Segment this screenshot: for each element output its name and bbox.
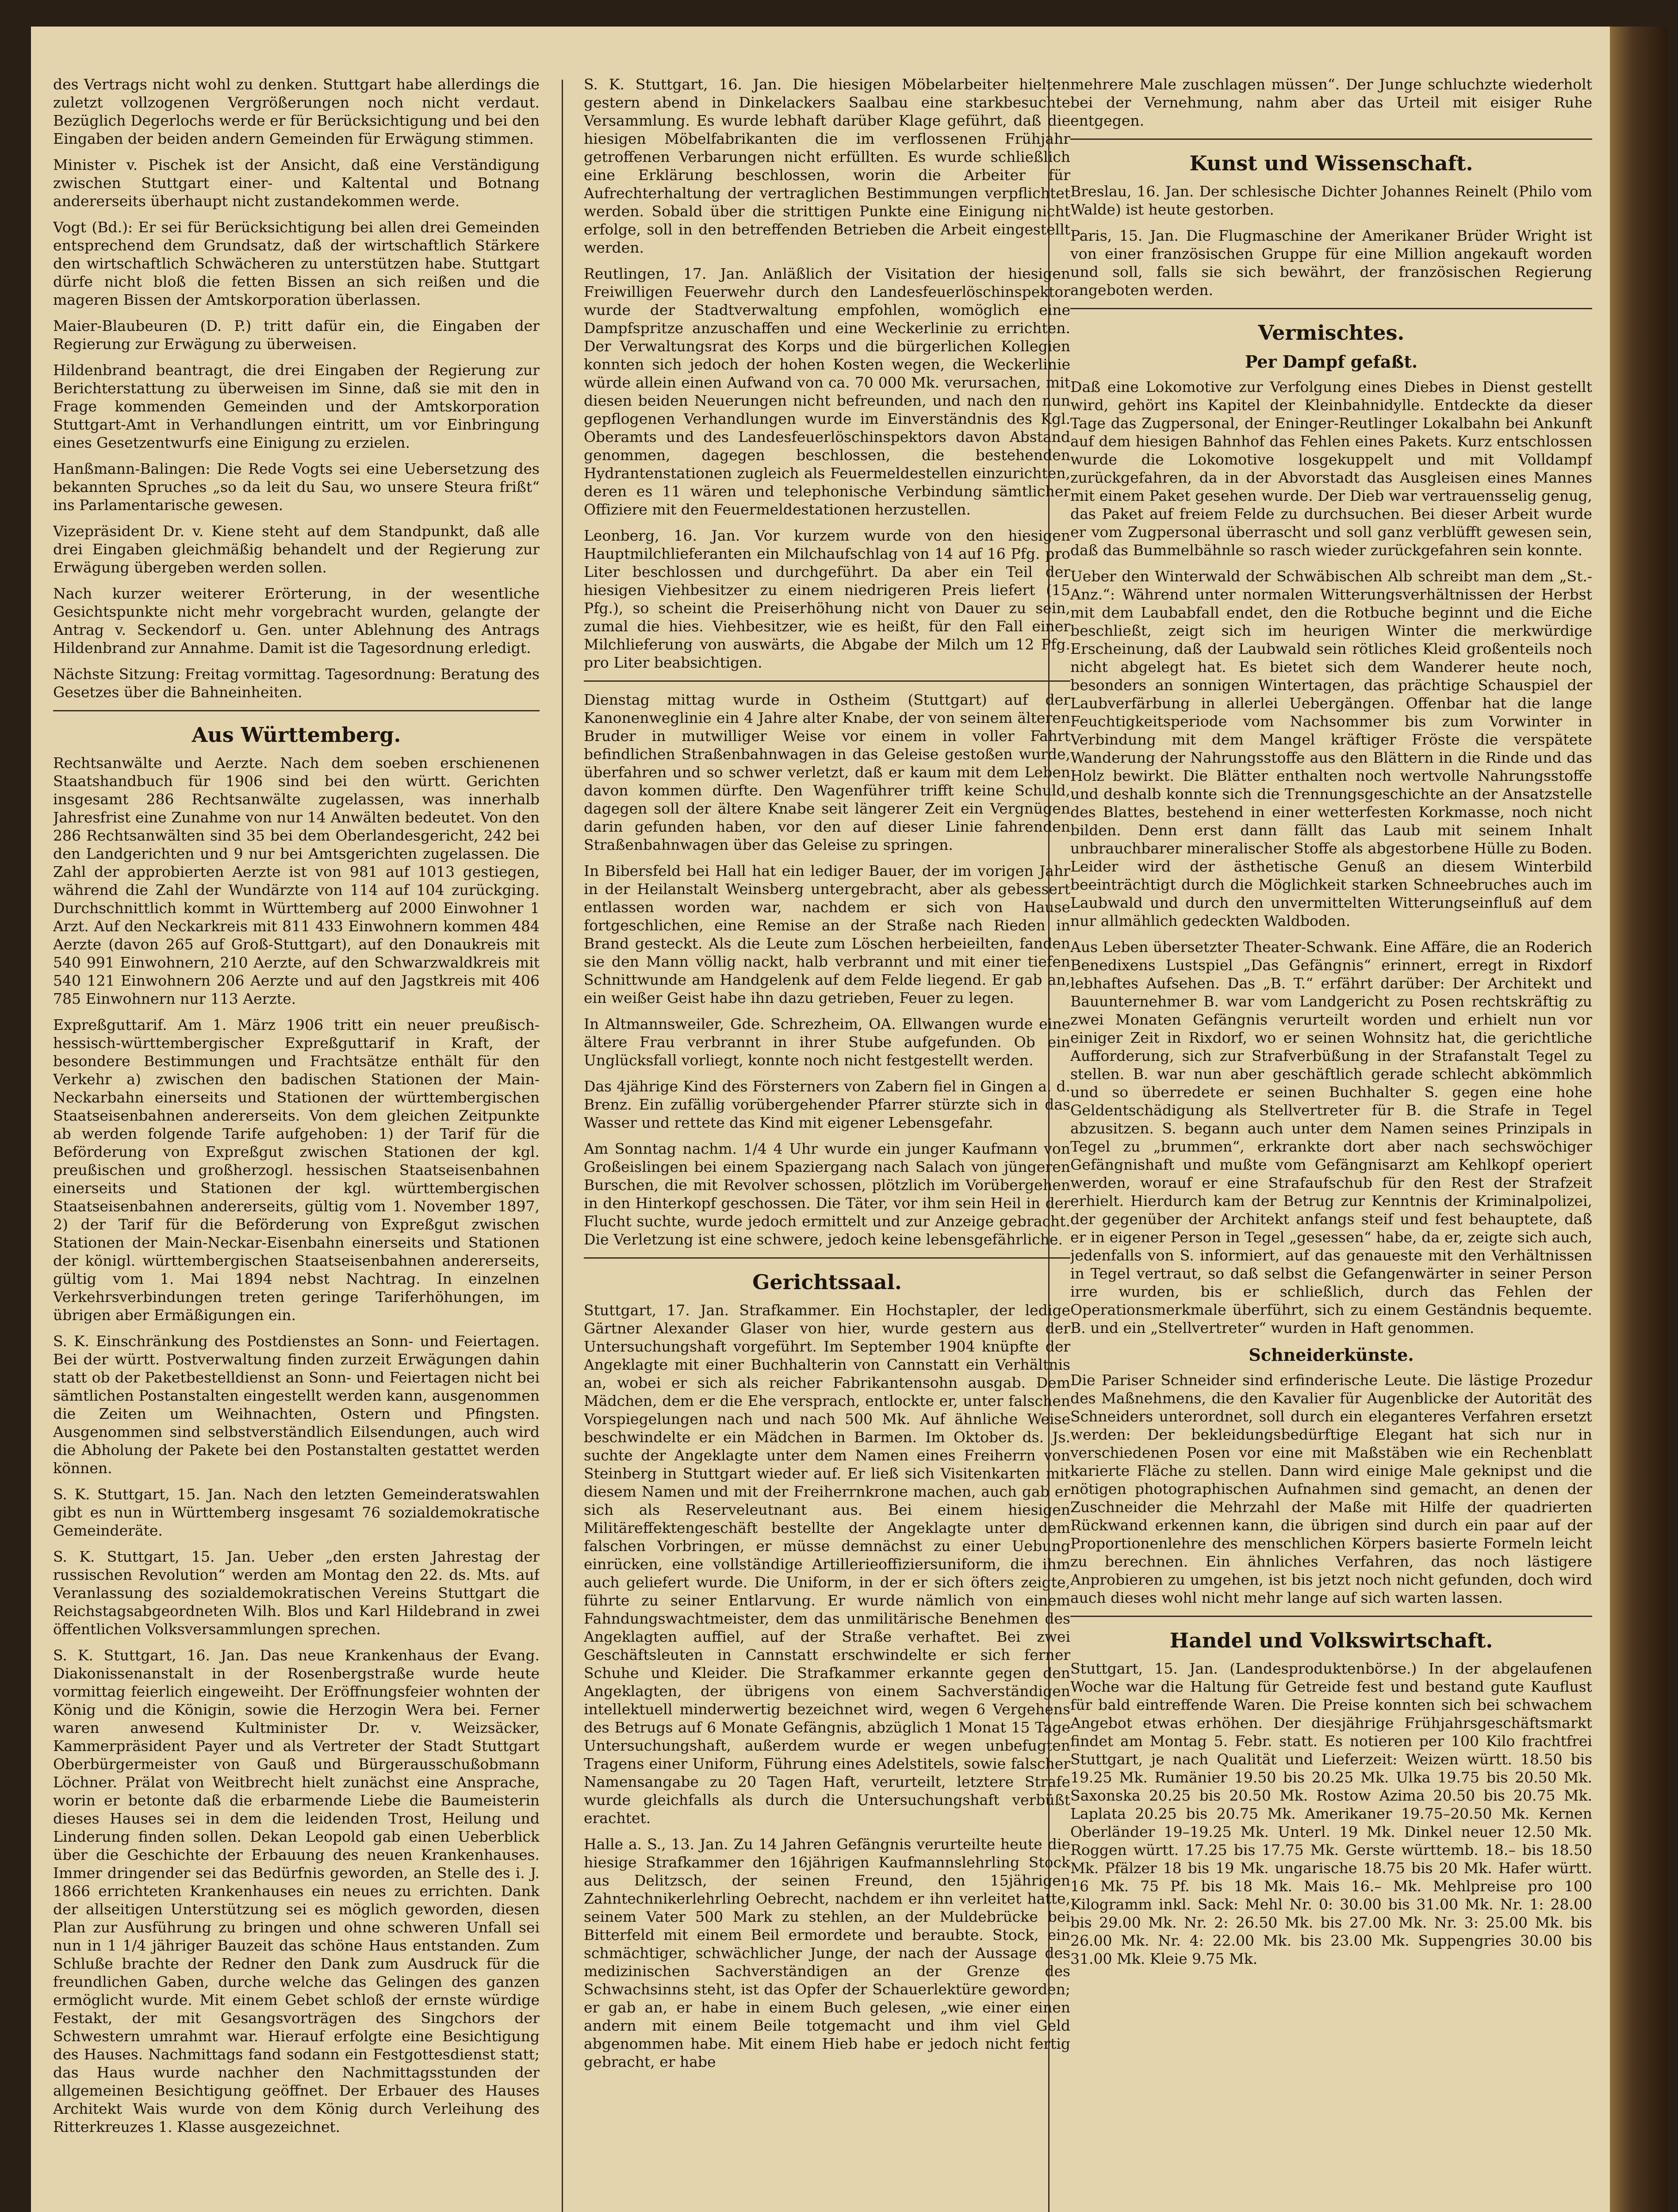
section-heading: Aus Württemberg. — [192, 723, 401, 747]
column-rule — [562, 80, 563, 2212]
article-text: Stuttgart, 15. Jan. (Landesproduktenbörse.) In der abgelaufenen Woche war die Haltung für Getreide fest und bestand gute Kauflust für bald eintreffende Waren. Die Preise konnten sich bei schwachem Angebot etwas erhöhen. Der diesjährige Frühjahrsgeschäftsmarkt findet am Montag 5. Febr. statt. Es notieren per 100 Kilo frachtfrei Stuttgart, je nach Qualität und Lieferzeit: Weizen württ. 18.50 bis 19.25 Mk. Rumänier 19.50 bis 20.25 Mk. Ulka 19.75 bis 20.50 Mk. Saxonska 20.25 bis 20.50 Mk. Rostow Azima 20.50 bis 20.75 Mk. Laplata 20.25 bis 20.75 Mk. Amerikaner 19.75–20.50 Mk. Kernen Oberländer 19–19.25 Mk. Unterl. 19 Mk. Dinkel neuer 12.50 Mk. Roggen württ. 17.25 bis 17.75 Mk. Gerste württemb. 18.– bis 18.50 Mk. Pfälzer 18 bis 19 Mk. ungarische 18.75 bis 20 Mk. Hafer württ. 16 Mk. 75 Pf. bis 18 Mk. Mais 16.– Mk. Mehlpreise pro 100 Kilogramm inkl. Sack: Mehl Nr. 0: 30.00 bis 31.00 Mk. Nr. 1: 28.00 bis 29.00 Mk. Nr. 2: 26.50 Mk. bis 27.00 Mk. Nr. 3: 25.00 Mk. bis 26.00 Mk. Nr. 4: 22.00 Mk. bis 23.00 Mk. Suppengries 30.00 bis 31.00 Mk. Kleie 9.75 Mk. — [1070, 1660, 1592, 1967]
section-divider — [584, 1257, 1070, 1259]
book-binding — [1610, 27, 1667, 2212]
article-text: Reutlingen, 17. Jan. Anläßlich der Visitation der hiesigen Freiwilligen Feuerwehr durch den Landesfeuerlöschinspektor wurde der Stadtverwaltung empfohlen, womöglich eine Dampfspritze anzuschaffen und eine Weckerlinie zu errichten. Der Verwaltungsrat des Korps und die bürgerlichen Kollegien konnten sich jedoch der hohen Kosten wegen, die Weckerlinie würde allein einen Aufwand von ca. 70 000 Mk. verursachen, mit diesen beiden Neuerungen nicht befreunden, und nach den nun gepflogenen Verhandlungen wurde im Einverständnis des Kgl. Oberamts und des Landesfeuerlöschinspektors davon Abstand genommen, dagegen beschlossen, die bestehenden Hydrantenstationen zugleich als Feuermeldestellen einzurichten, deren es 11 wären und telephonische Verbindung sämtlicher Offiziere mit den Feuermeldestationen herzustellen. — [584, 265, 1070, 518]
article-text: Die Pariser Schneider sind erfinderische Leute. Die lästige Prozedur des Maßnehmens, die den Kavalier für Augenblicke der Autorität des Schneiders unterordnet, soll durch ein eleganteres Verfahren ersetzt werden: Der bekleidungsbedürftige Elegant hat sich nur in verschiedenen Posen vor eine mit Maßstäben wie ein Rechenblatt karierte Fläche zu stellen. Dann wird einige Male geknipst und die nötigen photographischen Aufnahmen sind gemacht, an denen der Zuschneider die Mehrzahl der Maße mit Hilfe der quadrierten Rückwand erkennen kann, die übrigen sind durch ein paar auf der Proportionenlehre des menschlichen Körpers basierte Formeln leicht zu berechnen. Ein ähnliches Verfahren, das noch lästigere Anprobieren zu umgehen, ist bis jetzt noch nicht gefunden, doch wird auch dieses wohl nicht mehr lange auf sich warten lassen. — [1070, 1371, 1592, 1606]
article-text: Vizepräsident Dr. v. Kiene steht auf dem Standpunkt, daß alle drei Eingaben gleichmäßig behandelt und der Regierung zur Erwägung übergeben werden sollen. — [53, 522, 540, 576]
article-text: In Altmannsweiler, Gde. Schrezheim, OA. Ellwangen wurde eine ältere Frau verbrannt in ihrer Stube aufgefunden. Ob ein Unglücksfall vorliegt, konnte noch nicht festgestellt werden. — [584, 1015, 1070, 1069]
article-text: S. K. Stuttgart, 16. Jan. Die hiesigen Möbelarbeiter hielten gestern abend in Dinkelackers Saalbau eine starkbesuchte Versammlung. Es wurde lebhaft darüber Klage geführt, daß die hiesigen Möbelfabrikanten die im verflossenen Frühjahr getroffenen Verbarungen nicht erfüllten. Es wurde schließlich eine Erklärung beschlossen, worin die Arbeiter für Aufrechterhaltung der vertraglichen Bestimmungen verpflichtet werden. Sobald über die strittigen Punkte eine Einigung nicht erfolge, soll in den betreffenden Betrieben die Arbeit eingestellt werden. — [584, 76, 1070, 256]
article-text: Aus Leben übersetzter Theater-Schwank. Eine Affäre, die an Roderich Benedixens Lustspiel „Das Gefängnis“ erinnert, erregt in Rixdorf lebhaftes Aufsehen. Das „B. T.“ erfährt darüber: Der Architekt und Bauunternehmer B. war vom Landgericht zu Posen rechtskräftig zu zwei Monaten Gefängnis verurteilt worden und erhielt nun vor einiger Zeit in Rixdorf, wo er seinen Wohnsitz hat, die gerichtliche Aufforderung, sich zur Strafverbüßung in der Strafanstalt Tegel zu stellen. B. war nun aber geschäftlich gerade schlecht abkömmlich und so überredete er seinen Buchhalter S. gegen eine hohe Geldentschädigung als Stellvertreter für B. die Strafe in Tegel abzusitzen. S. begann auch unter dem Namen seines Prinzipals in Tegel zu „brummen“, erkrankte dort aber nach sechswöchiger Gefängnishaft und mußte vom Gefängnisarzt am Kehlkopf operiert werden, worauf er eine Strafaufschub für den Rest der Strafzeit erhielt. Hierdurch kam der Betrug zur Kenntnis der Kriminalpolizei, der gegenüber der Architekt anfangs steif und fest behauptete, daß er in eigener Person in Tegel „gesessen“ habe, da er, zeigte sich auch, jedenfalls von S. informiert, auf das genaueste mit den Verhältnissen in Tegel vertraut, so daß selbst die Gefangenwärter in seiner Person irre wurden, bis er schließlich, durch das Fehlen der Operationsmerkmale überführt, sich zu einem Geständnis bequemte. B. und ein „Stellvertreter“ wurden in Haft genommen. — [1070, 938, 1592, 1336]
article-text: Expreßguttarif. Am 1. März 1906 tritt ein neuer preußisch-hessisch-württembergischer Expreßguttarif in Kraft, der besondere Bestimmungen und Frachtsätze enthält für den Verkehr a) zwischen den badischen Stationen der Main-Neckarbahn einerseits und Stationen der württembergischen Staatseisenbahnen andererseits. Von dem gleichen Zeitpunkte ab werden folgende Tarife aufgehoben: 1) der Tarif für die Beförderung von Expreßgut zwischen Stationen der kgl. preußischen und großherzogl. hessischen Staatseisenbahnen einerseits und Stationen der kgl. württembergischen Staatseisenbahnen andererseits, gültig vom 1. November 1897, 2) der Tarif für die Beförderung von Expreßgut zwischen Stationen der Main-Neckar-Eisenbahn einerseits und Stationen der königl. württembergischen Staatseisenbahnen andererseits, gültig vom 1. Mai 1894 nebst Nachtrag. In einzelnen Verkehrsverbindungen treten geringe Tariferhöhungen, im übrigen aber Ermäßigungen ein. — [53, 1016, 540, 1324]
section-divider — [1070, 308, 1592, 309]
article-text: Stuttgart, 17. Jan. Strafkammer. Ein Hochstapler, der ledige Gärtner Alexander Glaser von hier, wurde gestern aus der Untersuchungshaft vorgeführt. Im September 1904 knüpfte der Angeklagte mit einer Buchhalterin von Cannstatt ein Verhältnis an, wobei er sich als reicher Fabrikantensohn ausgab. Dem Mädchen, dem er die Ehe versprach, entlockte er, unter falschen Vorspiegelungen nach und nach 500 Mk. Auf ähnliche Weise beschwindelte er ein Mädchen in Barmen. Im Oktober ds. Js. suchte der Angeklagte unter dem Namen eines Freiherrn von Steinberg in Stuttgart wieder auf. Er ließ sich Visitenkarten mit diesem Namen und mit der Freiherrnkrone machen, auch gab er sich als Reserveleutnant aus. Bei einem hiesigen Militäreffektengeschäft bestellte der Angeklagte unter dem falschen Vorbringen, er müsse demnächst zu einer Uebung einrücken, eine vollständige Artillerieoffiziersuniform, die ihm auch geliefert wurde. Die Uniform, in der er sich öfters zeigte, führte zu seiner Entlarvung. Er wurde nämlich von einem Fahndungswachtmeister, dem das unmilitärische Benehmen des Angeklagten auffiel, auf der Straße verhaftet. Bei zwei Geschäftsleuten in Cannstatt erschwindelte er sich ferner Schuhe und Kleider. Die Strafkammer erkannte gegen den Angeklagten, der übrigens von einem Sachverständigen intellektuell minderwertig bezeichnet wird, wegen 6 Vergehens des Betrugs auf 6 Monate Gefängnis, abzüglich 1 Monat 15 Tage Untersuchungshaft, außerdem wurde er wegen unbefugten Tragens einer Uniform, Führung eines Adelstitels, sowie falscher Namensangabe zu 20 Tagen Haft, verurteilt, letztere Strafe wurde gleichfalls als durch die Untersuchungshaft verbüßt erachtet. — [584, 1302, 1070, 1827]
article-text: S. K. Stuttgart, 15. Jan. Ueber „den ersten Jahrestag der russischen Revolution“ werden am Montag den 22. ds. Mts. auf Veranlassung des sozialdemokratischen Vereins Stuttgart die Reichstagsabgeordneten Wilh. Blos und Karl Hildebrand in zwei öffentlichen Volksversammlungen sprechen. — [53, 1548, 540, 1638]
article-text: S. K. Einschränkung des Postdienstes an Sonn- und Feiertagen. Bei der württ. Postverwaltung finden zurzeit Erwägungen dahin statt ob der Paketbestelldienst an Sonn- und Feiertagen nicht bei sämtlichen Postanstalten eingestellt werden kann, ausgenommen die Zeiten um Weihnachten, Ostern und Pfingsten. Ausgenommen sind selbstverständlich Eilsendungen, auch wird die Abholung der Pakete bei den Postanstalten gestattet werden können. — [53, 1333, 540, 1477]
column-left — [53, 75, 540, 2212]
article-text: Leonberg, 16. Jan. Vor kurzem wurde von den hiesigen Hauptmilchlieferanten ein Milchaufschlag von 14 auf 16 Pfg. pro Liter beschlossen und durchgeführt. Da aber ein Teil der hiesigen Viehbesitzer zu einem niedrigeren Preis liefert (15 Pfg.), so scheint die Preiserhöhung nicht von Dauer zu sein, zumal die hies. Viehbesitzer, wie es heißt, für den Fall einer Milchlieferung von auswärts, die Abgabe der Milch um 12 Pfg. pro Liter beabsichtigen. — [584, 527, 1070, 671]
article-text: S. K. Stuttgart, 15. Jan. Nach den letzten Gemeinderatswahlen gibt es nun in Württemberg insgesamt 76 sozialdemokratische Gemeinderäte. — [53, 1486, 540, 1539]
subheading: Per Dampf gefaßt. — [1245, 352, 1418, 372]
article-text: des Vertrags nicht wohl zu denken. Stuttgart habe allerdings die zuletzt vollzogenen Vergrößerungen noch nicht verdaut. Bezüglich Degerlochs werde er für Berücksichtigung und bei den Eingaben der beiden andern Gemeinden für Erwägung stimmen. — [53, 76, 540, 147]
article-text: In Bibersfeld bei Hall hat ein lediger Bauer, der im vorigen Jahr in der Heilanstalt Weinsberg untergebracht, aber als gebessert entlassen worden war, nachdem er sich von Hause fortgeschlichen, eine Remise an der Straße nach Rieden in Brand gesteckt. Als die Leute zum Löschen herbeieilten, fanden sie den Mann völlig nackt, halb verbrannt und mit einer tiefen Schnittwunde am Handgelenk auf dem Felde liegend. Er gab an, ein weißer Geist habe ihn dazu getrieben, Feuer zu legen. — [584, 862, 1070, 1006]
article-text: Daß eine Lokomotive zur Verfolgung eines Diebes in Dienst gestellt wird, gehört ins Kapitel der Kleinbahnidylle. Entdeckte da dieser Tage das Zugpersonal, der Eninger-Reutlinger Lokalbahn bei Ankunft auf dem hiesigen Bahnhof das Fehlen eines Pakets. Kurz entschlossen wurde die Lokomotive losgekuppelt und mit Volldampf zurückgefahren, da in der Abvorstadt das Ausgleisen eines Mannes mit einem Paket gesehen wurde. Der Dieb war vertrauensselig genug, das Paket auf freiem Felde zu durchsuchen. Bei dieser Arbeit wurde er vom Zugpersonal überrascht und soll ganz verblüfft gewesen sein, daß das Bummelbähnle so rasch wieder zurückgefahren sein konnte. — [1070, 378, 1592, 559]
section-heading: Kunst und Wissenschaft. — [1189, 151, 1473, 175]
article-text: Minister v. Pischek ist der Ansicht, daß eine Verständigung zwischen Stuttgart einer- und Kaltental und Botnang andererseits überhaupt nicht zustandekommen werde. — [53, 156, 540, 210]
section-heading: Handel und Volkswirtschaft. — [1169, 1628, 1493, 1652]
article-text: Das 4jährige Kind des Försterners von Zabern fiel in Gingen a. d. Brenz. Ein zufällig vorübergehender Pfarrer stürzte sich in das Wasser und rettete das Kind mit eigener Lebensgefahr. — [584, 1078, 1070, 1131]
article-text: Am Sonntag nachm. 1/4 4 Uhr wurde ein junger Kaufmann von Großeislingen bei einem Spaziergang nach Salach von jüngeren Burschen, die mit Revolver schossen, plötzlich im Vorübergehen in den Hinterkopf geschossen. Die Täter, vor ihm sein Heil in der Flucht suchte, wurde jedoch ermittelt und zur Anzeige gebracht. Die Verletzung ist eine schwere, jedoch keine lebensgefährliche. — [584, 1140, 1070, 1248]
section-divider — [584, 680, 1070, 682]
article-text: mehrere Male zuschlagen müssen“. Der Junge schluchzte wiederholt bei der Vernehmung, nahm aber das Urteil mit eisiger Ruhe entgegen. — [1070, 76, 1592, 129]
subheading: Schneiderkünste. — [1249, 1345, 1414, 1365]
section-divider — [1070, 138, 1592, 140]
article-text: Nach kurzer weiterer Erörterung, in der wesentliche Gesichtspunkte nicht mehr vorgebracht wurden, gelangte der Antrag v. Seckendorf u. Gen. unter Ablehnung des Antrags Hildenbrand zur Annahme. Damit ist die Tagesordnung erledigt. — [53, 585, 540, 657]
article-text: Paris, 15. Jan. Die Flugmaschine der Amerikaner Brüder Wright ist von einer französischen Gruppe für eine Million angekauft worden und soll, falls sie sich bewährt, der französischen Regierung angeboten werden. — [1070, 227, 1592, 299]
newspaper-page — [31, 27, 1667, 2212]
article-text: Breslau, 16. Jan. Der schlesische Dichter Johannes Reinelt (Philo vom Walde) ist heute gestorben. — [1070, 183, 1592, 218]
article-text: Dienstag mittag wurde in Ostheim (Stuttgart) auf der Kanonenweglinie ein 4 Jahre alter Knabe, der von seinem älteren Bruder in mutwilliger Weise vor einem in voller Fahrt befindlichen Straßenbahnwagen in das Geleise gestoßen wurde, überfahren und so schwer verletzt, daß er kaum mit dem Leben davon kommen dürfte. Den Wagenführer trifft keine Schuld, dagegen soll der ältere Knabe seit längerer Zeit ein Vergnügen darin gefunden haben, vor den auf dieser Linie fahrenden Straßenbahnwagen über das Geleise zu springen. — [584, 691, 1070, 853]
column-middle — [584, 75, 1070, 2212]
article-text: Vogt (Bd.): Er sei für Berücksichtigung bei allen drei Gemeinden entsprechend dem Grundsatz, daß der wirtschaftlich Stärkere den wirtschaftlich Schwächeren zu unterstützen habe. Stuttgart dürfe nicht bloß die fetten Bissen an sich reißen und die mageren Bissen der Amtskorporation überlassen. — [53, 219, 540, 308]
article-text: Hildenbrand beantragt, die drei Eingaben der Regierung zur Berichterstattung zu überweisen im Sinne, daß sie mit den in Frage kommenden Gemeinden und der Amtskorporation Stuttgart-Amt in Verhandlungen eintritt, um vor Einbringung eines Gesetzentwurfs eine Einigung zu erzielen. — [53, 361, 540, 451]
section-heading: Gerichtssaal. — [752, 1270, 902, 1294]
article-text: S. K. Stuttgart, 16. Jan. Das neue Krankenhaus der Evang. Diakonissenanstalt in der Rosenbergstraße wurde heute vormittag feierlich eingeweiht. Der Eröffnungsfeier wohnten der König und die Königin, sowie die Herzogin Wera bei. Ferner waren anwesend Kultminister Dr. v. Weizsäcker, Kammerpräsident Payer und als Vertreter der Stadt Stuttgart Oberbürgermeister von Gauß und Bürgerausschußobmann Löchner. Prälat von Weitbrecht hielt zunächst eine Ansprache, worin er betonte daß die erbarmende Liebe die Baumeisterin dieses Hauses sei in dem die leidenden Trost, Heilung und Linderung finden sollen. Dekan Leopold gab einen Ueberblick über die Geschichte der Erbauung des neuen Krankenhauses. Immer dringender sei das Bedürfnis geworden, an Stelle des i. J. 1866 errichteten Krankenhauses ein neues zu errichten. Dank der allseitigen Unterstützung sei es möglich geworden, diesen Plan zur Ausführung zu bringen und ohne schweren Unfall sei nun in 1 1/4 jähriger Bauzeit das schöne Haus entstanden. Zum Schluße brachte der Redner den Dank zum Ausdruck für die freundlichen Gaben, durche welche das Gelingen des ganzen ermöglicht wurde. Mit einem Gebet schloß der ernste würdige Festakt, der mit Gesangsvorträgen des Singchors der Schwestern umrahmt war. Hierauf erfolgte eine Besichtigung des Hauses. Nachmittags fand sodann ein Festgottesdienst statt; das Haus wurde nachher den Nachmittagsstunden der allgemeinen Besichtigung geöffnet. Der Erbauer des Hauses Architekt Wais wurde von dem König durch Verleihung des Ritterkreuzes 1. Klasse ausgezeichnet. — [53, 1647, 540, 2135]
article-text: Nächste Sitzung: Freitag vormittag. Tagesordnung: Beratung des Gesetzes über die Bahneinheiten. — [53, 665, 540, 701]
article-text: Halle a. S., 13. Jan. Zu 14 Jahren Gefängnis verurteilte heute die hiesige Strafkammer den 16jährigen Kaufmannslehrling Stock aus Delitzsch, der seinen Freund, den 15jährigen Zahntechnikerlehrling Oebrecht, nachdem er ihn verleitet hatte, seinem Vater 500 Mark zu stehlen, an der Muldebrücke bei Bitterfeld mit einem Beil ermordete und beraubte. Stock, ein schmächtiger, schwächlicher Junge, der nach der Aussage des medizinischen Sachverständigen an der Grenze des Schwachsinns steht, ist das Opfer der Schauerlektüre geworden; er gab an, er habe in einem Buch gelesen, „wie einer einen andern mit einem Beile totgemacht und ihm viel Geld abgenommen habe. Mit einem Hieb habe er jedoch nicht fertig gebracht, er habe — [584, 1836, 1070, 2070]
section-heading: Vermischtes. — [1258, 321, 1405, 345]
section-divider — [1070, 1616, 1592, 1617]
article-text: Hanßmann-Balingen: Die Rede Vogts sei eine Uebersetzung des bekannten Spruches „so da leit du Sau, wo unsere Steura frißt“ ins Parlamentarische gewesen. — [53, 460, 540, 514]
article-text: Rechtsanwälte und Aerzte. Nach dem soeben erschienenen Staatshandbuch für 1906 sind bei den württ. Gerichten insgesamt 286 Rechtsanwälte zugelassen, was innerhalb Jahresfrist eine Zunahme von nur 14 Anwälten bedeutet. Von den 286 Rechtsanwälten sind 35 bei dem Oberlandesgericht, 242 bei den Landgerichten und 9 nur bei Amtsgerichten zugelassen. Die Zahl der approbierten Aerzte ist von 981 auf 1013 gestiegen, während die Zahl der Wundärzte von 114 auf 104 zurückging. Durchschnittlich kommt in Württemberg auf 2000 Einwohner 1 Arzt. Auf den Neckarkreis mit 811 433 Einwohnern kommen 484 Aerzte (davon 265 auf Groß-Stuttgart), auf den Donaukreis mit 540 991 Einwohnern, 210 Aerzte, auf den Schwarzwaldkreis mit 540 121 Einwohnern 206 Aerzte und auf den Jagstkreis mit 406 785 Einwohnern nur 113 Aerzte. — [53, 754, 540, 1007]
section-divider — [53, 710, 540, 711]
column-right — [1070, 75, 1592, 2212]
article-text: Maier-Blaubeuren (D. P.) tritt dafür ein, die Eingaben der Regierung zur Erwägung zu überweisen. — [53, 317, 540, 353]
article-text: Ueber den Winterwald der Schwäbischen Alb schreibt man dem „St.-Anz.“: Während unter normalen Witterungsverhältnissen der Herbst mit dem Laubabfall endet, den die Rotbuche beginnt und die Eiche beschließt, zeigt sich im heurigen Winter die merkwürdige Erscheinung, daß der Laubwald sein rötliches Kleid großenteils noch nicht abgelegt hat. Es bietet sich dem Wanderer heute noch, besonders an sonnigen Wintertagen, das prächtige Schauspiel der Laubverfärbung in allerlei Uebergängen. Offenbar hat die lange Feuchtigkeitsperiode vom Nachsommer bis zum Vorwinter in Verbindung mit dem Mangel kräftiger Fröste die verspätete Wanderung der Nahrungsstoffe aus den Blättern in die Rinde und das Holz bewirkt. Die Blätter enthalten noch wertvolle Nahrungsstoffe und deshalb konnte sich die Trennungsgeschichte an der Ansatzstelle des Blattes, bestehend in einer wetterfesten Korkmasse, noch nicht bilden. Denn erst dann fällt das Laub mit seinem Inhalt unbrauchbarer mineralischer Stoffe als abgestorbene Hülle zu Boden. Leider wird der ästhetische Genuß an diesem Winterbild beeinträchtigt durch die Möglichkeit starken Schneebruches auch im Laubwald und durch den unvermittelten Witterungseinfluß auf dem nur allmählich gedeckten Waldboden. — [1070, 568, 1592, 929]
